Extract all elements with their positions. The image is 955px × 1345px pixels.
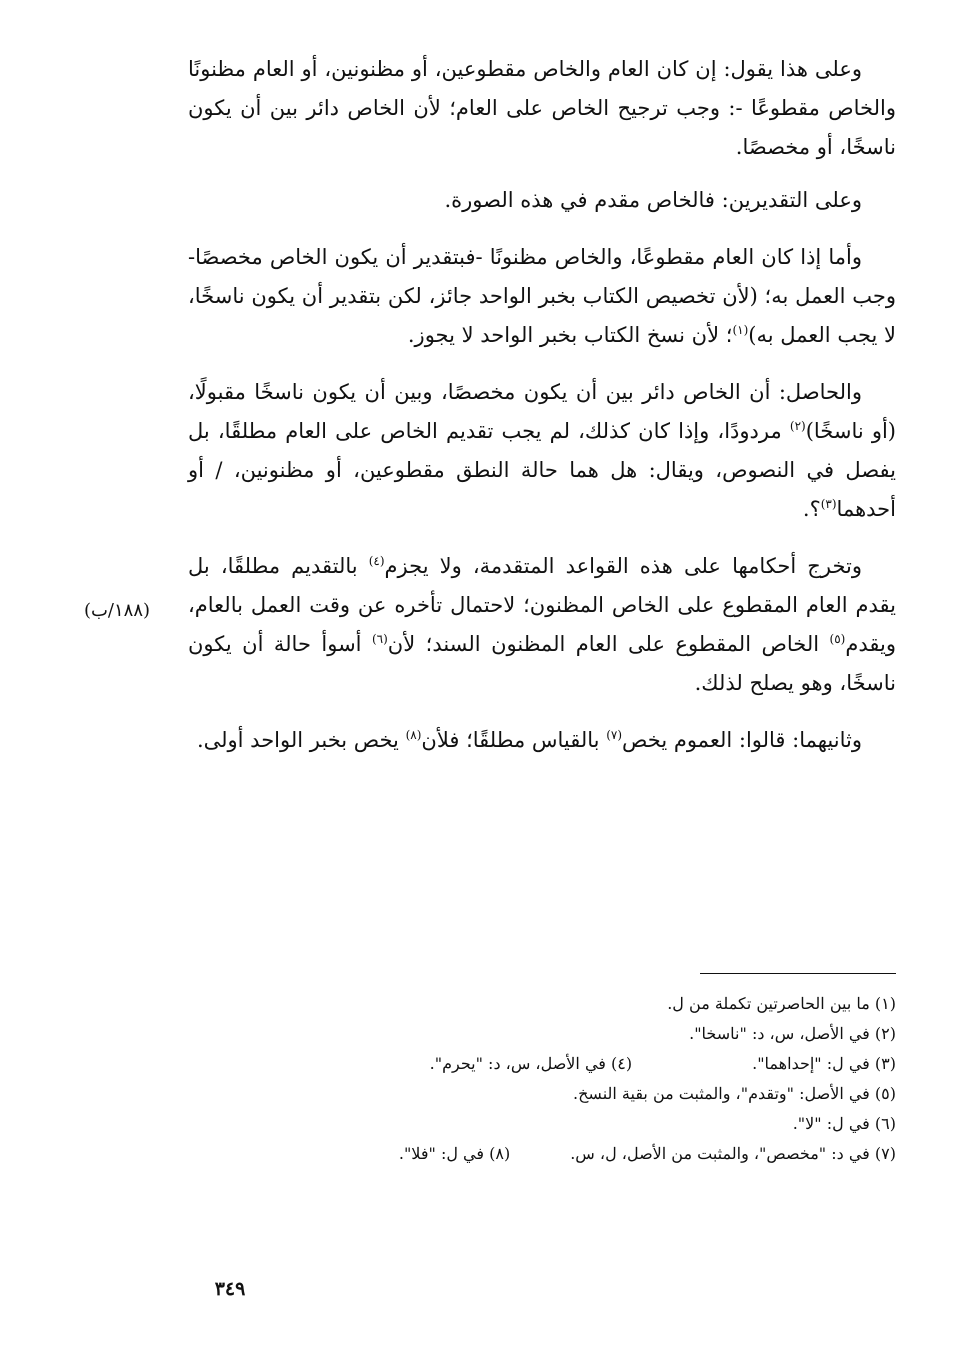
footnote-ref-7: (٧): [606, 728, 623, 742]
page-number: ٣٤٩: [214, 1278, 246, 1300]
footnote-ref-4: (٤): [368, 554, 385, 568]
main-text: [188, 50, 896, 778]
paragraph-1: [188, 50, 896, 167]
paragraph-5-text: وتخرج أحكامها على هذه القواعد المتقدمة، ولا يجزم: [384, 554, 862, 578]
footnote-spacer: [632, 1049, 752, 1079]
paragraph-6: [188, 721, 896, 760]
footnote-ref-3: (٣): [820, 497, 837, 511]
paragraph-3: [188, 238, 896, 355]
footnote-3: (٣) في ل: "إحداهما".: [752, 1054, 896, 1073]
footnote-ref-2: (٢): [789, 419, 806, 433]
footnote-line: [188, 1019, 896, 1049]
footnote-line: [188, 1139, 896, 1169]
footnotes-section: [188, 989, 896, 1169]
footnote-ref-8: (٨): [405, 728, 422, 742]
footnote-1: (١) ما بين الحاصرتين تكملة من ل.: [667, 994, 896, 1013]
paragraph-5-text-middle: بالتقديم مطلقًا، بل يقدم العام المقطوع على الخاص المظنون؛ لاحتمال تأخره عن وقت العمل بالعام، ويقدم: [188, 554, 897, 656]
paragraph-6-text-middle: بالقياس مطلقًا؛ فلأن: [421, 728, 607, 752]
footnote-ref-1: (١): [732, 323, 749, 337]
footnote-line: [188, 989, 896, 1019]
footnote-divider: [700, 973, 896, 974]
paragraph-5: [188, 547, 896, 703]
footnote-6: (٦) في ل: "لا".: [792, 1114, 896, 1133]
footnote-line: [188, 1109, 896, 1139]
paragraph-5-text-end: أسوأ حالة أن يكون ناسخًا، وهو يصلح لذلك.: [188, 632, 896, 695]
paragraph-4: [188, 373, 896, 529]
paragraph-2-text: وعلى التقديرين: فالخاص مقدم في هذه الصورة.: [444, 188, 862, 212]
footnote-4: (٤) في الأصل، س، د: "يحرم".: [429, 1054, 633, 1073]
paragraph-3-text-end: ؛ لأن نسخ الكتاب بخبر الواحد لا يجوز.: [407, 323, 733, 347]
paragraph-6-text-end: يخص بخبر الواحد أولى.: [196, 728, 406, 752]
footnote-spacer: [510, 1139, 570, 1169]
manuscript-folio-marker: (١٨٨/ب): [83, 600, 151, 621]
paragraph-6-text: وثانيهما: قالوا: العموم يخص: [622, 728, 862, 752]
footnote-line: [188, 1079, 896, 1109]
paragraph-2: [188, 181, 896, 220]
footnote-7: (٧) في د: "مخصص"، والمثبت من الأصل، ل، س.: [570, 1144, 896, 1163]
footnote-5: (٥) في الأصل: "وتقدم"، والمثبت من بقية النسخ.: [573, 1084, 896, 1103]
paragraph-4-text-middle: مردودًا، وإذا كان كذلك، لم يجب تقديم الخاص على العام مطلقًا، بل يفصل في النصوص، ويقال: هل هما حالة النطق مقطوعين، أو مظنونين، / أو أحدهما: [188, 419, 896, 521]
paragraph-3-text: وأما إذا كان العام مقطوعًا، والخاص مظنونًا -فبتقدير أن يكون الخاص مخصصًا- وجب العمل به؛ (لأن تخصيص الكتاب بخبر الواحد جائز، لكن بتقدير أن يكون ناسخًا، لا يجب العمل به): [188, 245, 896, 347]
paragraph-4-text: والحاصل: أن الخاص دائر بين أن يكون مخصصًا، وبين أن يكون ناسخًا مقبولًا، (أو ناسخًا): [188, 380, 896, 443]
paragraph-4-text-end: ؟.: [802, 497, 821, 521]
paragraph-1-text: وعلى هذا يقول: إن كان العام والخاص مقطوعين، أو مظنونين، أو العام مظنونًا والخاص مقطوعًا -: وجب ترجيح الخاص على العام؛ لأن الخاص دائر بين أن يكون ناسخًا، أو مخصصًا.: [188, 57, 896, 159]
footnote-line: [188, 1049, 896, 1079]
footnote-ref-6: (٦): [371, 632, 388, 646]
paragraph-5-text-middle-2: الخاص المقطوع على العام المظنون السند؛ لأن: [387, 632, 830, 656]
footnote-2: (٢) في الأصل، س، د: "ناسخا".: [689, 1024, 896, 1043]
footnote-ref-5: (٥): [829, 632, 846, 646]
footnote-8: (٨) في ل: "فلا".: [398, 1144, 511, 1163]
